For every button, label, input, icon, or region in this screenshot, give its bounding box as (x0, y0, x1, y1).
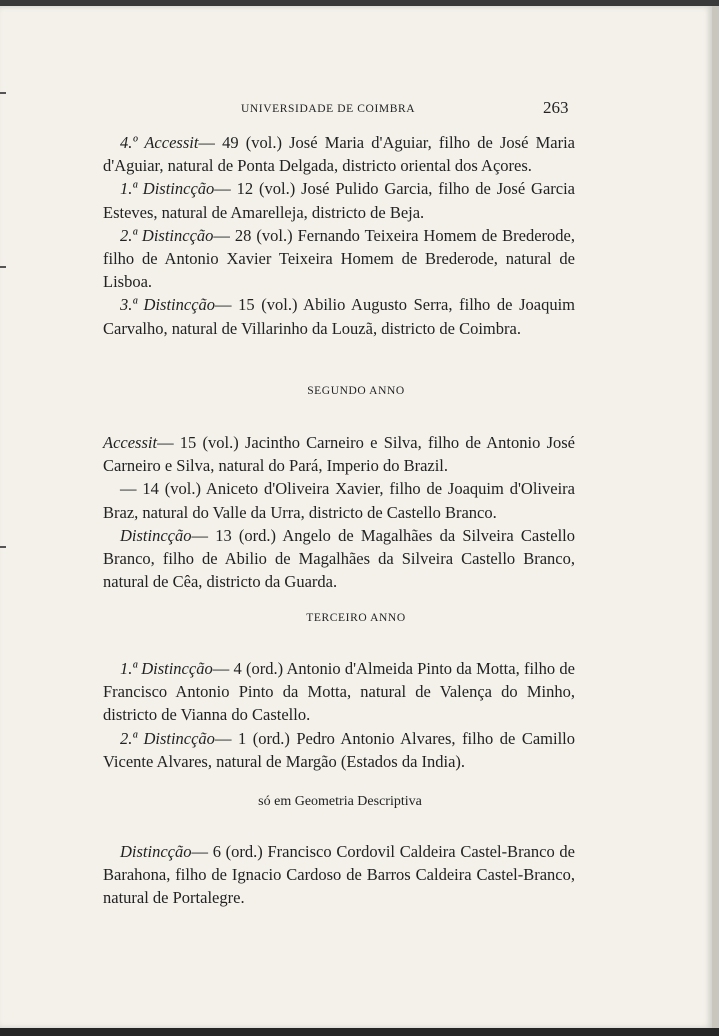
paragraph (103, 727, 575, 773)
entry-label: 2.ª Distincção (120, 225, 214, 245)
page-edge (712, 6, 719, 1028)
subsection-heading-geometria: só em Geometria Descriptiva (258, 794, 422, 809)
paragraph (103, 293, 575, 339)
entry-text: — 15 (vol.) Abilio Augusto Serra, filho de Joaquim Carvalho, natural de Villarinho da Louzã, districto de Coimbra. (103, 295, 575, 338)
text-block-terceiro (103, 657, 575, 773)
paragraph (103, 840, 575, 910)
entry-label: 4.º Accessit (120, 133, 199, 152)
paragraph (103, 477, 575, 523)
entry-text: — 13 (ord.) Angelo de Magalhães da Silveira Castello Branco, filho de Abilio de Magalhães da Silveira Castello Branco, natural de Cêa, districto da Guarda. (103, 525, 575, 592)
section-heading-terceiro: TERCEIRO ANNO (306, 612, 406, 624)
paragraph (103, 131, 575, 177)
section-heading-segundo: SEGUNDO ANNO (307, 385, 405, 397)
entry-label: 1.ª Distincção (120, 659, 213, 678)
entry-label: 3.ª Distincção (120, 295, 216, 315)
entry-label: 1.ª Distincção (120, 179, 215, 199)
scan-bottom-border (0, 1028, 719, 1036)
margin-mark (0, 92, 6, 94)
book-page (0, 6, 712, 1028)
entry-label: Accessit (103, 433, 158, 452)
text-block-segundo (103, 431, 575, 593)
page-header (0, 98, 712, 121)
entry-text: — 28 (vol.) Fernando Teixeira Homem de Brederode, filho de Antonio Xavier Teixeira Homem de Brederode, natural de Lisboa. (103, 225, 575, 292)
entry-text: — 49 (vol.) José Maria d'Aguiar, filho de José Maria d'Aguiar, natural de Ponta Delgada, districto oriental dos Açores. (103, 133, 575, 176)
page-number: 263 (543, 98, 569, 117)
entry-label: Distincção (120, 525, 192, 545)
paragraph (103, 177, 575, 223)
entry-text: — 15 (vol.) Jacintho Carneiro e Silva, filho de Antonio José Carneiro e Silva, natural do Pará, Imperio do Brazil. (103, 433, 575, 476)
text-block-primeiro (103, 131, 575, 340)
entry-text: — 12 (vol.) José Pulido Garcia, filho de José Garcia Esteves, natural de Amarelleja, districto de Beja. (103, 179, 575, 222)
entry-label: 2.ª Distincção (120, 728, 215, 748)
entry-text: — 1 (ord.) Pedro Antonio Alvares, filho de Camillo Vicente Alvares, natural de Margão (Estados da India). (103, 728, 575, 771)
running-title: UNIVERSIDADE DE COIMBRA (241, 103, 416, 115)
entry-text: — 6 (ord.) Francisco Cordovil Caldeira Castel-Branco de Barahona, filho de Ignacio Cardoso de Barros Caldeira Castel-Branco, natural de Portalegre. (103, 842, 575, 908)
paragraph (103, 524, 575, 594)
margin-mark (0, 546, 6, 548)
entry-text: — 14 (vol.) Aniceto d'Oliveira Xavier, filho de Joaquim d'Oliveira Braz, natural do Valle da Urra, districto de Castello Branco. (103, 479, 575, 522)
text-block-geometria (103, 840, 575, 910)
entry-text: — 4 (ord.) Antonio d'Almeida Pinto da Motta, filho de Francisco Antonio Pinto da Motta, natural de Valença do Minho, districto de Vianna do Castello. (103, 659, 575, 725)
margin-mark (0, 266, 6, 268)
paragraph (103, 224, 575, 294)
paragraph (103, 431, 575, 477)
entry-label: Distincção (120, 842, 192, 861)
paragraph (103, 657, 575, 727)
